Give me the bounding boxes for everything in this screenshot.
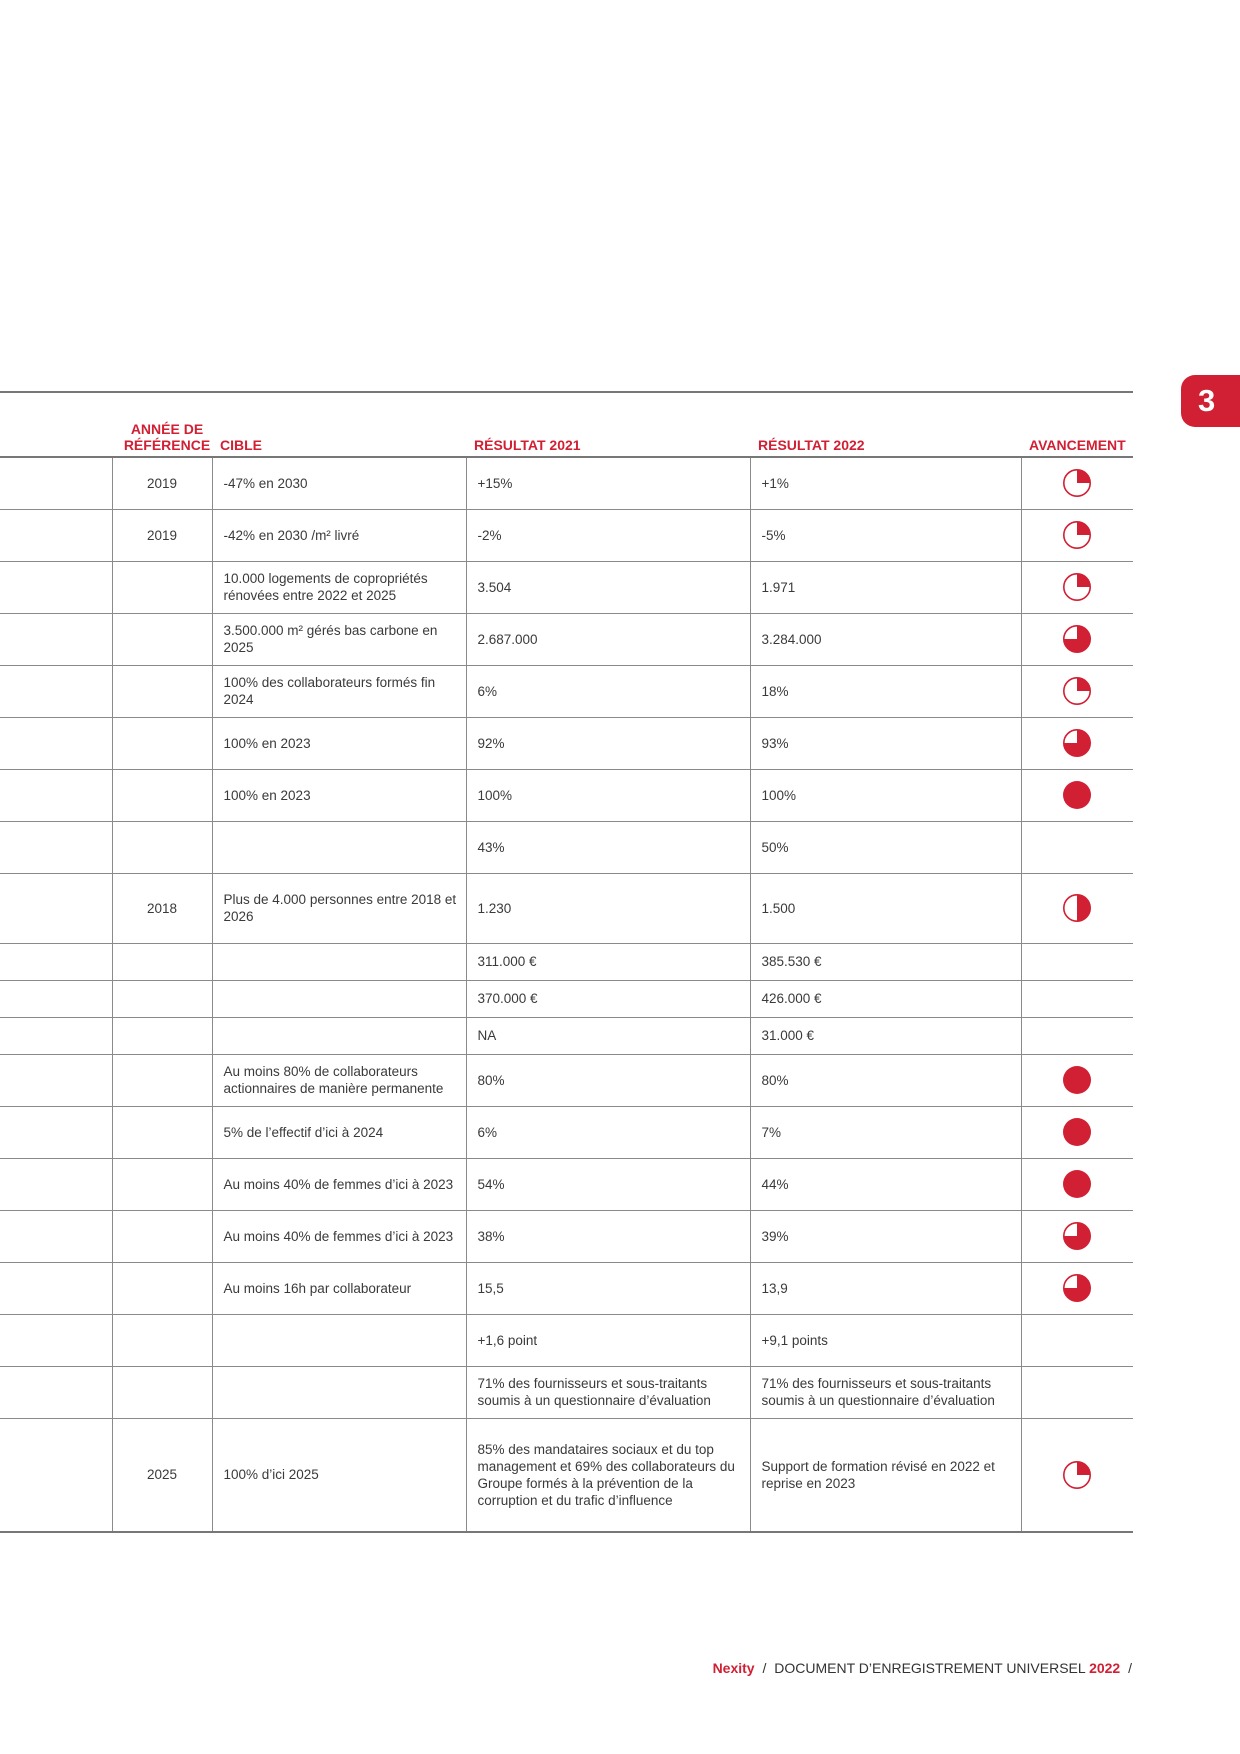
result-2021-cell: 92%: [466, 717, 750, 769]
result-2021-cell: 100%: [466, 769, 750, 821]
table-header-row: [0, 392, 1133, 457]
row-label-cell: [0, 769, 112, 821]
result-2022-cell: 71% des fournisseurs et sous-traitants soumis à un questionnaire d’évaluation: [750, 1366, 1021, 1418]
progress-cell: [1021, 821, 1133, 873]
table-row: [0, 1314, 1133, 1366]
progress-cell: [1021, 457, 1133, 509]
progress-pie-icon: [1062, 572, 1092, 602]
row-label-cell: [0, 457, 112, 509]
result-2022-cell: 18%: [750, 665, 1021, 717]
table-row: [0, 769, 1133, 821]
target-cell: 100% des collaborateurs formés fin 2024: [212, 665, 466, 717]
progress-cell: [1021, 1418, 1133, 1532]
progress-pie-icon: [1062, 1065, 1092, 1095]
table-body: [0, 457, 1133, 1532]
result-2022-cell: 93%: [750, 717, 1021, 769]
result-2022-cell: 50%: [750, 821, 1021, 873]
reference-year-cell: [112, 1262, 212, 1314]
result-2022-cell: 3.284.000: [750, 613, 1021, 665]
result-2022-cell: 426.000 €: [750, 980, 1021, 1017]
target-cell: Au moins 40% de femmes d’ici à 2023: [212, 1158, 466, 1210]
table-row: [0, 613, 1133, 665]
progress-pie-icon: [1062, 676, 1092, 706]
result-2021-cell: 54%: [466, 1158, 750, 1210]
result-2021-cell: 3.504: [466, 561, 750, 613]
table-row: [0, 717, 1133, 769]
reference-year-cell: [112, 980, 212, 1017]
progress-pie-icon: [1062, 1169, 1092, 1199]
table-row: [0, 980, 1133, 1017]
header-progress: AVANCEMENT: [1021, 392, 1133, 457]
progress-cell: [1021, 1017, 1133, 1054]
reference-year-cell: [112, 821, 212, 873]
target-cell: [212, 1366, 466, 1418]
row-label-cell: [0, 1054, 112, 1106]
table-row: [0, 943, 1133, 980]
row-label-cell: [0, 613, 112, 665]
result-2022-cell: -5%: [750, 509, 1021, 561]
result-2021-cell: 71% des fournisseurs et sous-traitants soumis à un questionnaire d’évaluation: [466, 1366, 750, 1418]
result-2022-cell: +1%: [750, 457, 1021, 509]
row-label-cell: [0, 1314, 112, 1366]
progress-pie-icon: [1062, 1460, 1092, 1490]
reference-year-cell: 2019: [112, 509, 212, 561]
reference-year-cell: [112, 1054, 212, 1106]
target-cell: [212, 1314, 466, 1366]
reference-year-cell: [112, 1314, 212, 1366]
reference-year-cell: [112, 613, 212, 665]
header-target: CIBLE: [212, 392, 466, 457]
progress-cell: [1021, 980, 1133, 1017]
progress-pie-icon: [1062, 1117, 1092, 1147]
target-cell: Au moins 16h par collaborateur: [212, 1262, 466, 1314]
reference-year-cell: [112, 665, 212, 717]
row-label-cell: [0, 1418, 112, 1532]
progress-fill: [1063, 1170, 1091, 1198]
progress-cell: [1021, 769, 1133, 821]
table-row: [0, 509, 1133, 561]
table-row: [0, 1418, 1133, 1532]
row-label-cell: [0, 1366, 112, 1418]
row-label-cell: [0, 873, 112, 943]
target-cell: Plus de 4.000 personnes entre 2018 et 2026: [212, 873, 466, 943]
table-row: [0, 873, 1133, 943]
result-2021-cell: 1.230: [466, 873, 750, 943]
row-label-cell: [0, 561, 112, 613]
target-cell: 3.500.000 m² gérés bas carbone en 2025: [212, 613, 466, 665]
result-2022-cell: 1.971: [750, 561, 1021, 613]
result-2021-cell: -2%: [466, 509, 750, 561]
target-cell: [212, 980, 466, 1017]
footer-brand: Nexity: [712, 1660, 755, 1676]
target-cell: Au moins 80% de collaborateurs actionnaires de manière permanente: [212, 1054, 466, 1106]
result-2021-cell: +15%: [466, 457, 750, 509]
table-row: [0, 665, 1133, 717]
target-cell: 5% de l’effectif d’ici à 2024: [212, 1106, 466, 1158]
progress-fill: [1077, 574, 1090, 587]
header-result-2021: RÉSULTAT 2021: [466, 392, 750, 457]
result-2021-cell: 6%: [466, 665, 750, 717]
reference-year-cell: [112, 561, 212, 613]
progress-cell: [1021, 1106, 1133, 1158]
row-label-cell: [0, 943, 112, 980]
progress-cell: [1021, 1158, 1133, 1210]
progress-fill: [1077, 470, 1090, 483]
progress-cell: [1021, 873, 1133, 943]
footer-trailing-separator: /: [1128, 1660, 1132, 1676]
progress-cell: [1021, 1262, 1133, 1314]
target-cell: 100% en 2023: [212, 769, 466, 821]
progress-cell: [1021, 613, 1133, 665]
reference-year-cell: [112, 1158, 212, 1210]
table-row: [0, 1106, 1133, 1158]
row-label-cell: [0, 509, 112, 561]
progress-fill: [1077, 1462, 1090, 1475]
target-cell: [212, 1017, 466, 1054]
reference-year-cell: [112, 717, 212, 769]
page-footer: [713, 1660, 1136, 1676]
footer-separator: /: [762, 1660, 767, 1676]
reference-year-cell: 2018: [112, 873, 212, 943]
progress-cell: [1021, 509, 1133, 561]
progress-pie-icon: [1062, 520, 1092, 550]
reference-year-cell: [112, 1106, 212, 1158]
target-cell: 100% en 2023: [212, 717, 466, 769]
result-2021-cell: NA: [466, 1017, 750, 1054]
reference-year-cell: 2019: [112, 457, 212, 509]
progress-cell: [1021, 665, 1133, 717]
row-label-cell: [0, 717, 112, 769]
reference-year-cell: [112, 1210, 212, 1262]
table-row: [0, 1210, 1133, 1262]
target-cell: [212, 821, 466, 873]
progress-cell: [1021, 1210, 1133, 1262]
progress-pie-icon: [1062, 780, 1092, 810]
chapter-tab[interactable]: 3: [1181, 375, 1240, 427]
row-label-cell: [0, 1017, 112, 1054]
result-2022-cell: 39%: [750, 1210, 1021, 1262]
table-row: [0, 1366, 1133, 1418]
target-cell: Au moins 40% de femmes d’ici à 2023: [212, 1210, 466, 1262]
header-result-2022: RÉSULTAT 2022: [750, 392, 1021, 457]
row-label-cell: [0, 1158, 112, 1210]
progress-pie-icon: [1062, 624, 1092, 654]
table-row: [0, 1017, 1133, 1054]
result-2022-cell: Support de formation révisé en 2022 et reprise en 2023: [750, 1418, 1021, 1532]
progress-cell: [1021, 1366, 1133, 1418]
progress-cell: [1021, 1314, 1133, 1366]
progress-fill: [1063, 781, 1091, 809]
row-label-cell: [0, 665, 112, 717]
reference-year-cell: [112, 943, 212, 980]
indicators-table: [0, 391, 1133, 1533]
progress-cell: [1021, 561, 1133, 613]
result-2021-cell: 43%: [466, 821, 750, 873]
progress-cell: [1021, 717, 1133, 769]
target-cell: 10.000 logements de copropriétés rénovées entre 2022 et 2025: [212, 561, 466, 613]
progress-pie-icon: [1062, 468, 1092, 498]
progress-fill: [1063, 1066, 1091, 1094]
progress-fill: [1077, 895, 1090, 921]
target-cell: [212, 943, 466, 980]
table-row: [0, 1262, 1133, 1314]
table-row: [0, 821, 1133, 873]
result-2021-cell: 15,5: [466, 1262, 750, 1314]
result-2022-cell: 385.530 €: [750, 943, 1021, 980]
result-2021-cell: 370.000 €: [466, 980, 750, 1017]
result-2021-cell: +1,6 point: [466, 1314, 750, 1366]
target-cell: 100% d’ici 2025: [212, 1418, 466, 1532]
result-2022-cell: 100%: [750, 769, 1021, 821]
row-label-cell: [0, 1106, 112, 1158]
target-cell: -42% en 2030 /m² livré: [212, 509, 466, 561]
reference-year-cell: [112, 1366, 212, 1418]
result-2022-cell: 1.500: [750, 873, 1021, 943]
header-blank: [0, 392, 112, 457]
reference-year-cell: 2025: [112, 1418, 212, 1532]
footer-document-title: DOCUMENT D’ENREGISTREMENT UNIVERSEL: [774, 1660, 1086, 1676]
progress-cell: [1021, 1054, 1133, 1106]
table-row: [0, 1054, 1133, 1106]
result-2021-cell: 80%: [466, 1054, 750, 1106]
table-row: [0, 1158, 1133, 1210]
table-row: [0, 457, 1133, 509]
table-row: [0, 561, 1133, 613]
progress-pie-icon: [1062, 1273, 1092, 1303]
footer-year: 2022: [1089, 1660, 1121, 1676]
result-2021-cell: 6%: [466, 1106, 750, 1158]
progress-fill: [1063, 1118, 1091, 1146]
result-2022-cell: 80%: [750, 1054, 1021, 1106]
reference-year-cell: [112, 1017, 212, 1054]
row-label-cell: [0, 821, 112, 873]
reference-year-cell: [112, 769, 212, 821]
result-2022-cell: 44%: [750, 1158, 1021, 1210]
result-2021-cell: 2.687.000: [466, 613, 750, 665]
result-2021-cell: 38%: [466, 1210, 750, 1262]
row-label-cell: [0, 980, 112, 1017]
result-2022-cell: +9,1 points: [750, 1314, 1021, 1366]
progress-pie-icon: [1062, 1221, 1092, 1251]
result-2021-cell: 85% des mandataires sociaux et du top management et 69% des collaborateurs du Groupe formés à la prévention de la corruption et du trafic d’influence: [466, 1418, 750, 1532]
progress-cell: [1021, 943, 1133, 980]
header-reference-year: ANNÉE DE RÉFÉRENCE: [112, 392, 212, 457]
row-label-cell: [0, 1262, 112, 1314]
result-2021-cell: 311.000 €: [466, 943, 750, 980]
progress-fill: [1077, 678, 1090, 691]
result-2022-cell: 31.000 €: [750, 1017, 1021, 1054]
target-cell: -47% en 2030: [212, 457, 466, 509]
progress-pie-icon: [1062, 893, 1092, 923]
row-label-cell: [0, 1210, 112, 1262]
progress-pie-icon: [1062, 728, 1092, 758]
result-2022-cell: 13,9: [750, 1262, 1021, 1314]
result-2022-cell: 7%: [750, 1106, 1021, 1158]
progress-fill: [1077, 522, 1090, 535]
